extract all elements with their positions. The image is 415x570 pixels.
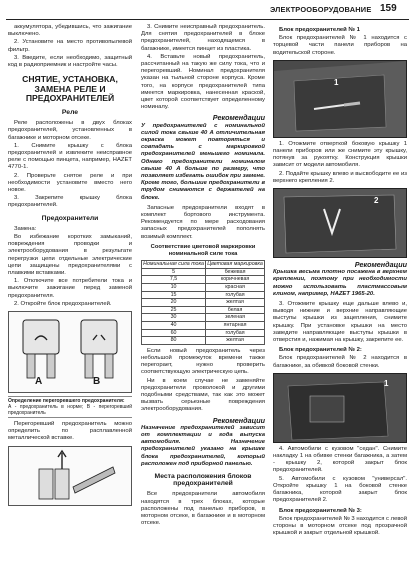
table-row (142, 299, 265, 307)
block3-heading: Блок предохранителей № 3: (279, 507, 362, 514)
recommendation-heading: Рекомендации (354, 260, 407, 270)
recommendation-text: Назначение предохранителей зависит от комплектации и года выпуска автомобиля. Назначение предохранителей указано на крышке блока предохранителей, который расположен под приборной панелью. (141, 424, 265, 467)
table-header: Номинальная сила тока (143, 261, 204, 268)
paragraph: 4. Вставьте новый предохранитель, рассчитанный на такую же силу тока, что и перегоревший. Номинал предохранителя указан на тыльной стороне корпуса. Кроме того, на корпусе предохранителей типа имеется маркировка, нанесенная краской, цвет которой соответствует определенному номиналу. (141, 53, 265, 111)
table-cell: красная (206, 284, 265, 292)
table-cell: зеленая (206, 314, 265, 322)
page-number: 159 (380, 3, 397, 14)
table-row (142, 268, 265, 276)
block2-heading: Блок предохранителей № 2: (279, 347, 362, 354)
table-cell: 80 (142, 337, 206, 345)
paragraph: Запасные предохранители входят в комплект бортового инструмента. Рекомендуется по мере расходования запасных предохранителей пополнять возимый комплект. (141, 204, 265, 240)
table-cell: 7,5 (142, 276, 206, 284)
photo-dashboard-cover (273, 60, 407, 138)
tweezers-illustration (8, 446, 132, 506)
locations-heading: Места расположения блоков предохранителей (154, 473, 252, 488)
photo-cover-removal (273, 188, 407, 258)
table-row (142, 291, 265, 299)
paragraph: Блок предохранителей № 2 находится в багажнике, за обивкой боковой стенки. (273, 355, 407, 369)
caption-title: Определение перегоревшего предохранителя: (8, 398, 125, 405)
paragraph: Ни в коем случае не заменяйте предохранители проволокой и другими подобными средствами, так как это может вызвать серьезные повреждения электрооборудования. (141, 377, 265, 413)
label-b: B (93, 376, 101, 388)
cover-photo (274, 189, 406, 258)
paragraph: Блок предохранителей № 3 находится с левой стороны в моторном отсеке под прозрачной крышкой и закрыт отдельной крышкой. (273, 515, 407, 537)
column-middle (141, 24, 265, 529)
paragraph: 2. Установите на место противопылевой фильтр. (8, 39, 132, 53)
paragraph: 3. Снимите неисправный предохранитель. Для снятия предохранителей в блоке предохранителей, находящемся в багажнике, имеется пинцет из пластика. (141, 24, 265, 52)
fuse-illustration (8, 311, 132, 393)
paragraph: Реле расположены в двух блоках предохранителей, установленных в багажнике и моторном отсеке. (8, 120, 132, 141)
fuse-label: Замена: (14, 225, 37, 232)
table-row (142, 276, 265, 284)
section-title: ЭЛЕКТРООБОРУДОВАНИЕ (270, 5, 372, 14)
recommendation-heading: Рекомендации (212, 415, 265, 425)
table-cell: белая (206, 306, 265, 314)
header-rule (6, 19, 409, 20)
block1-heading: Блок предохранителей № 1 (279, 27, 360, 33)
recommendation-heading: Рекомендации (212, 113, 265, 123)
paragraph: 3. Введите, если необходимо, защитный код в радиоприемник и настройте часы. (8, 54, 132, 69)
paragraph: Если новый предохранитель через небольшой промежуток времени также перегорает, нужно проверить соответствующую электрическую цепь. (141, 347, 265, 376)
column-right (273, 24, 407, 538)
table-cell: 10 (142, 284, 206, 292)
table-cell: бежевая (206, 268, 265, 276)
table-cell: 20 (142, 299, 206, 307)
tweezers-drawing (9, 447, 131, 506)
paragraph: 2. Откройте блок предохранителей. (14, 300, 112, 307)
table-title: Соответствие цветовой маркировки номинальной силе тока (150, 243, 256, 258)
paragraph: 5. Автомобили с кузовом "универсал". Откройте крышку 1 на боковой стенке багажника, которой закрыт блок предохранителей 2. (273, 475, 407, 504)
table-cell: 25 (142, 306, 206, 314)
paragraph: 1. Отключите все потребители тока и выключите зажигание перед заменой предохранителя. (8, 278, 132, 299)
table-cell: желтая (206, 337, 265, 345)
table-row (142, 337, 265, 345)
figure-label: 1 (384, 378, 389, 388)
recommendation-text: Крышка весьма плотно посажена в верхнем креплении, поэтому при необходимости можно использовать пластмассовым клином, например, HAZET 1965-20. (273, 269, 407, 297)
figure-label: 1 (334, 77, 339, 87)
table-cell: коричневая (206, 276, 265, 284)
label-a: A (35, 376, 43, 388)
caption-body: А - предохранитель в норме; В - перегоревший предохранитель (8, 404, 132, 417)
paragraph: аккумулятора, убедившись, что зажигание выключено. (8, 24, 132, 38)
chapter-heading: СНЯТИЕ, УСТАНОВКА, ЗАМЕНА РЕЛЕ И ПРЕДОХРАНИТЕЛЕЙ (22, 74, 118, 104)
paragraph: Перегоревший предохранитель можно определить по расплавленной металлической вставке. (8, 421, 132, 442)
table-cell: желтая (206, 299, 265, 307)
table-cell: 60 (142, 329, 206, 337)
table-row (142, 314, 265, 322)
figure-caption (8, 396, 132, 418)
table-header: Цветовая маркировка (207, 261, 263, 268)
paragraph: 3. Отожмите крышку еще дальше влево и, выводя нижние и верхние направляющие выступы крышки из зацепления, снимите крышку. При установке крышки на место заведите направляющие выступы крышки в отверстия и, нажимая на крышку, закрепите ее. (273, 301, 407, 344)
recommendation-text: У предохранителей с номинальной силой тока свыше 40 А отличительная окраска может повторяться и совпадать с маркировкой предохранителей меньшего номинала. Однако предохранители номиналом свыше 40 А больше по размеру, что позволяет избегать ошибок при замене. Кроме того, большие предохранители в трудом снимаются с держателей на блоке. (141, 122, 265, 201)
table-cell: голубая (206, 329, 265, 337)
table-cell: голубая (206, 291, 265, 299)
page-header (0, 0, 415, 22)
fuse-heading: Предохранители (41, 214, 99, 222)
table-row (142, 329, 265, 337)
paragraph: 3. Закрепите крышку блока предохранителей. (8, 195, 132, 209)
table-cell: 30 (142, 314, 206, 322)
figure-label: 2 (374, 196, 379, 206)
paragraph: Блок предохранителей № 1 находится с торцевой части панели приборов на водительской стороне. (273, 35, 407, 56)
table-cell: 15 (142, 291, 206, 299)
paragraph: 1. Отожмите отверткой боковую крышку 1 панели приборов или же снимите эту крышку, потянув за рукоятку. Конструкция крышки зависит от модели автомобиля. (273, 140, 407, 169)
relay-heading: Реле (61, 109, 79, 116)
table-row (142, 322, 265, 330)
paragraph: Все предохранители автомобиля находятся в трех блоках, которые расположены под панелью приборов, в моторном отсеке, в багажнике и в моторном отсеке. (141, 491, 265, 527)
paragraph: 1. Снимите крышку с блока предохранителей и извлеките неисправное реле с помощью пинцета, например, HAZET 4770-1. (8, 142, 132, 171)
fuse-color-table (141, 260, 265, 345)
column-left (8, 24, 132, 509)
table-cell: 40 (142, 322, 206, 330)
table-cell: янтарная (206, 322, 265, 330)
table-cell: 5 (142, 268, 206, 276)
paragraph: 4. Автомобили с кузовом "седан". Снимите накладку 1 на обивке стенки багажника, а затем - крышку 2, которой закрыт блок предохранителей. (273, 445, 407, 474)
paragraph: 2. Проверьте снятое реле и при необходимости установите вместо него новое. (8, 172, 132, 194)
fuse-drawing (9, 312, 131, 393)
paragraph: 2. Подайте крышку влево и высвободите ее из верхнего крепления 2. (273, 170, 407, 184)
table-row (142, 306, 265, 314)
table-row (142, 284, 265, 292)
dashboard-photo (274, 61, 406, 138)
paragraph: Во избежание коротких замыканий, повреждения проводки и электрооборудования в результате перегрузки цепи отдельные электрические цепи защищены предохранителями с плавкими вставками. (8, 234, 132, 277)
photo-trunk-panel (273, 373, 407, 443)
